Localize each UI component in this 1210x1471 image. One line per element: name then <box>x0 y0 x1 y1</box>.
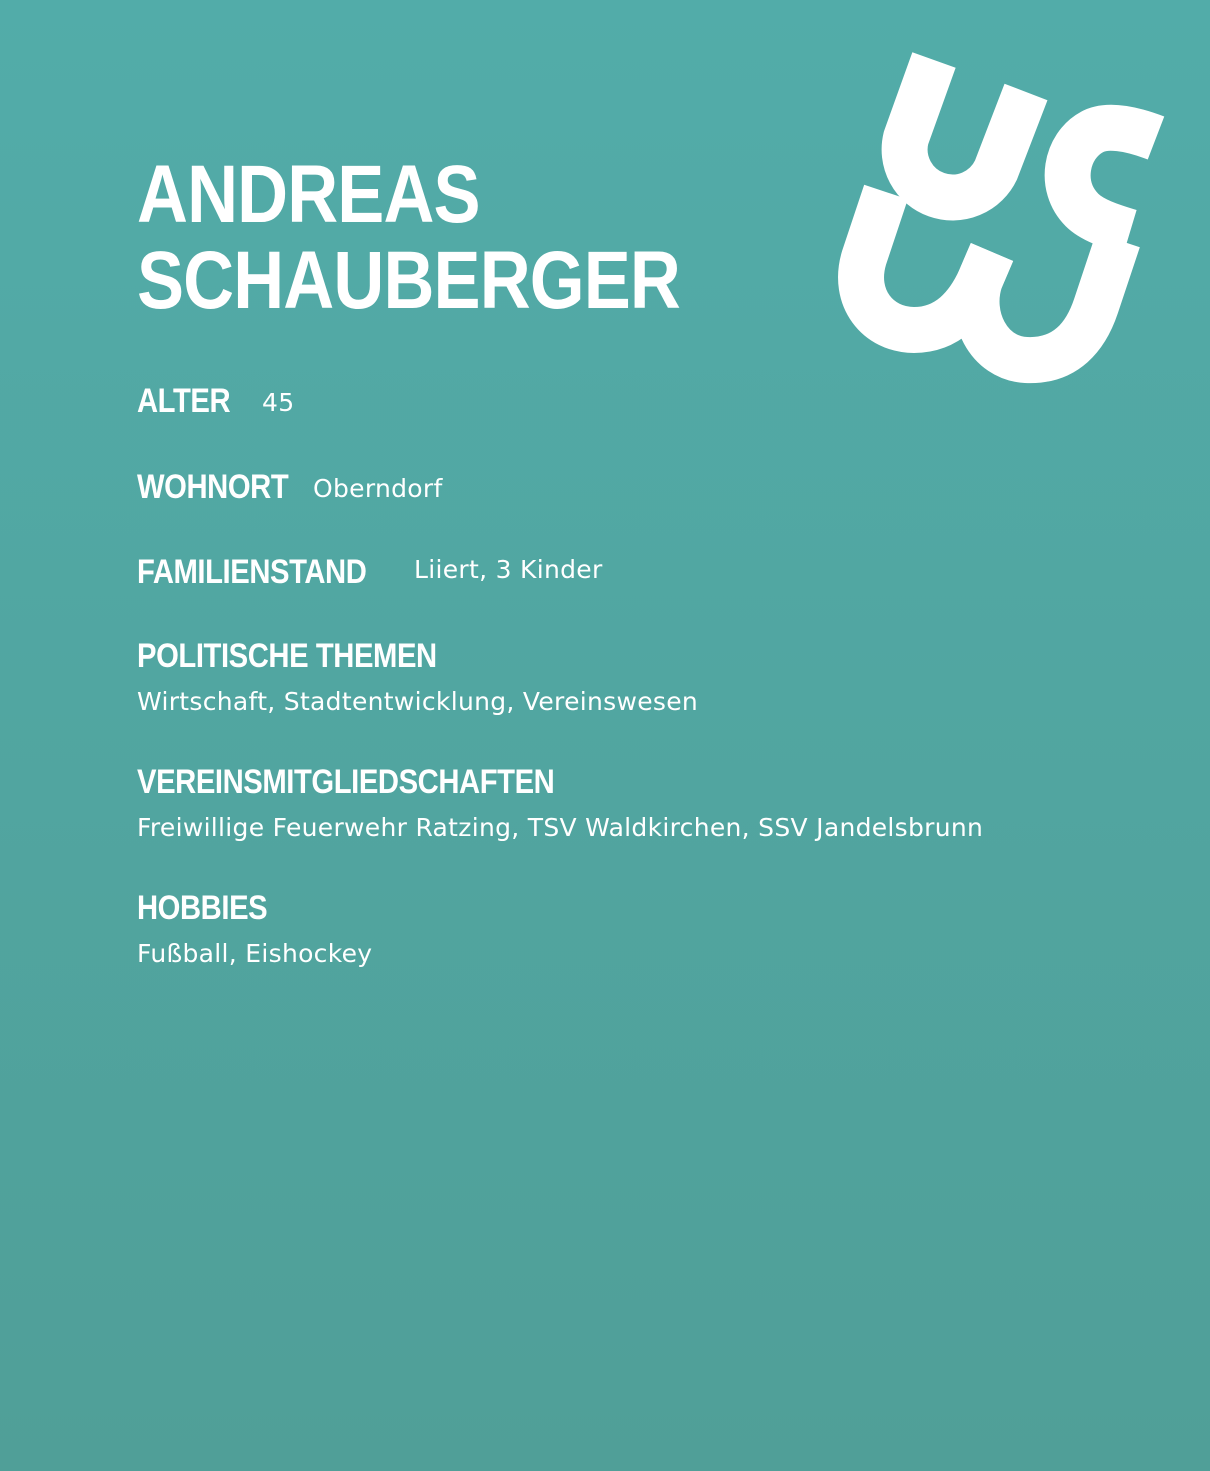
alter-label: ALTER <box>137 382 231 420</box>
uwg-logo-icon <box>830 40 1180 400</box>
familienstand-label: FAMILIENSTAND <box>137 553 367 591</box>
familienstand-value: Liiert, 3 Kinder <box>414 555 603 584</box>
last-name: SCHAUBERGER <box>137 235 680 326</box>
vereinsmitgliedschaften-value: Freiwillige Feuerwehr Ratzing, TSV Waldkirchen, SSV Jandelsbrunn <box>137 813 984 842</box>
wohnort-value: Oberndorf <box>313 474 443 503</box>
alter-value: 45 <box>262 388 295 417</box>
politische-themen-value: Wirtschaft, Stadtentwicklung, Vereinswesen <box>137 687 699 716</box>
politische-themen-label: POLITISCHE THEMEN <box>137 637 437 675</box>
first-name: ANDREAS <box>137 149 480 240</box>
familienstand-row <box>137 553 603 591</box>
politische-themen-section <box>137 637 698 717</box>
hobbies-section <box>137 889 372 969</box>
wohnort-label: WOHNORT <box>137 468 289 506</box>
hobbies-label: HOBBIES <box>137 889 268 927</box>
wohnort-row <box>137 468 443 506</box>
vereinsmitgliedschaften-section <box>137 763 983 843</box>
hobbies-value: Fußball, Eishockey <box>137 939 373 968</box>
alter-row <box>137 382 295 420</box>
candidate-name <box>137 149 680 326</box>
vereinsmitgliedschaften-label: VEREINSMITGLIEDSCHAFTEN <box>137 763 555 801</box>
